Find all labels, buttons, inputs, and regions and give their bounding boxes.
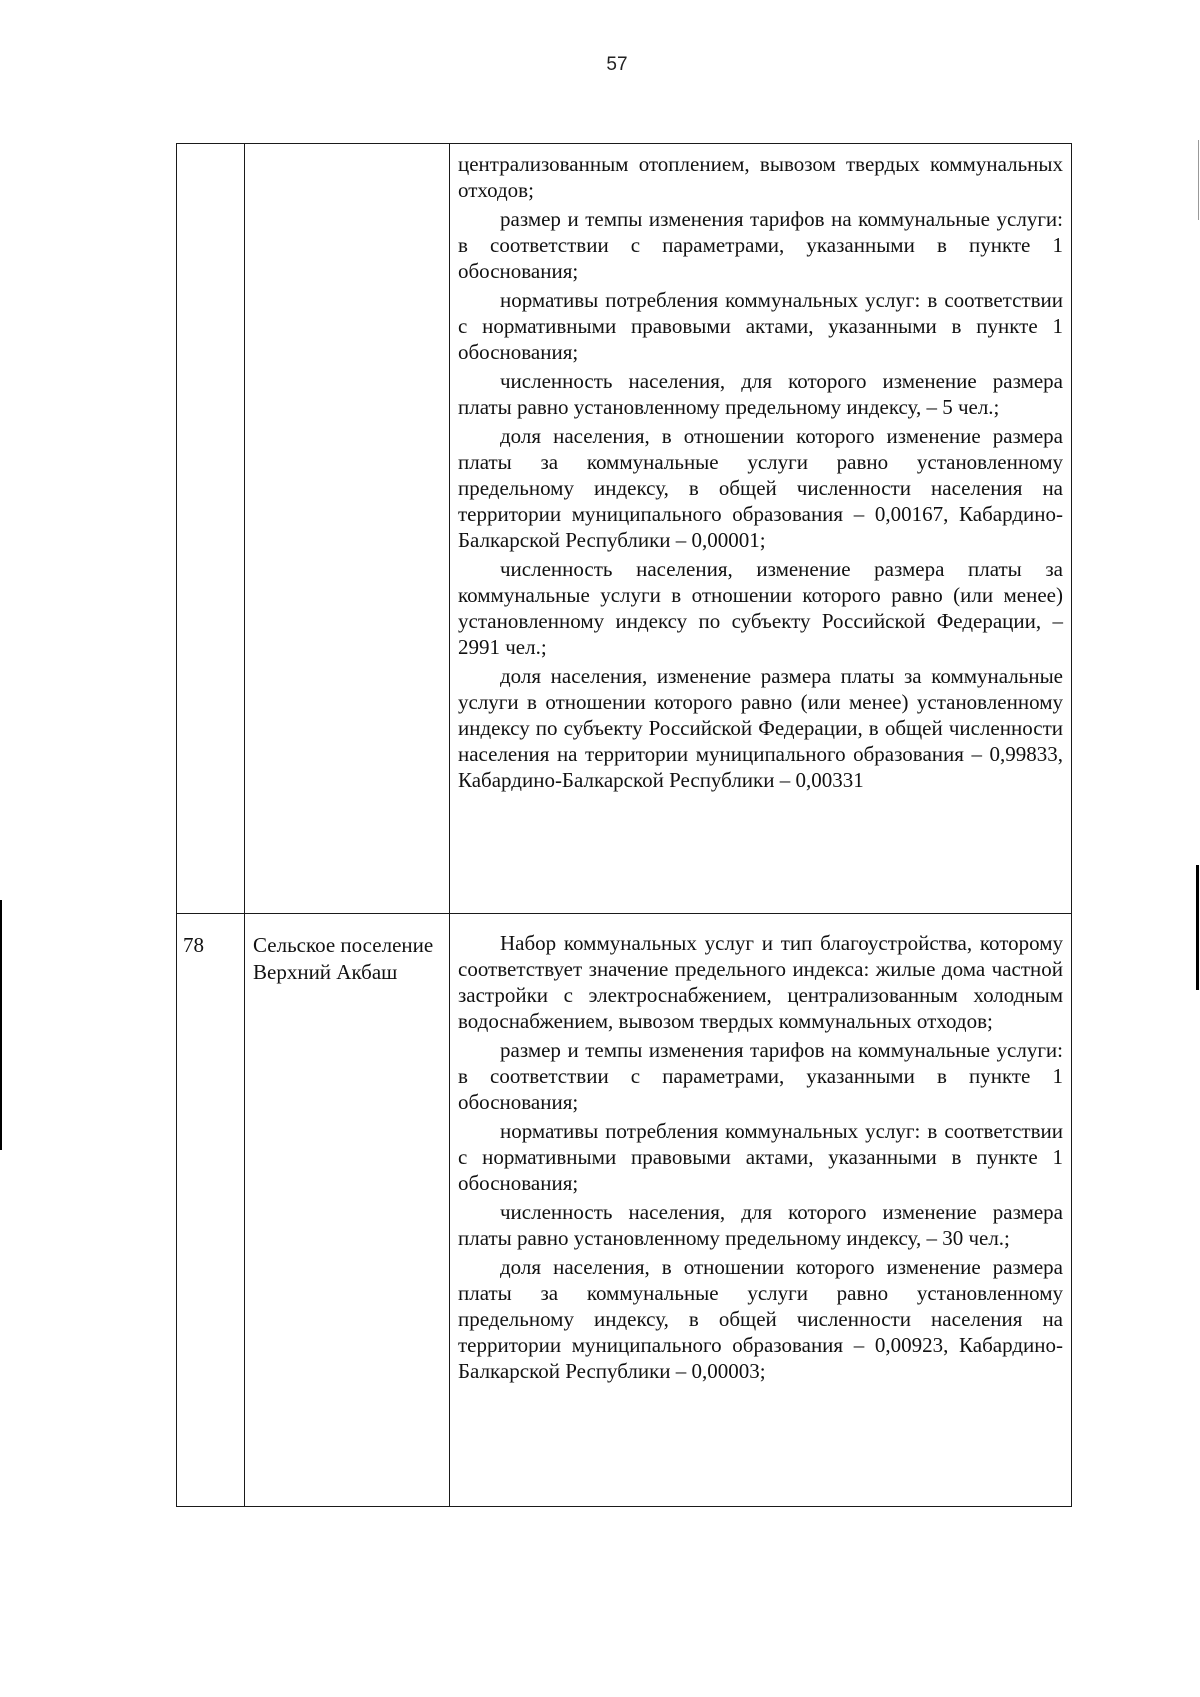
description-paragraph: численность населения, для которого изменение размера платы равно установленному предельному индексу, – 30 чел.;	[458, 1200, 1063, 1250]
page-number: 57	[606, 54, 628, 75]
description-cell	[450, 144, 1072, 914]
description-paragraph: размер и темпы изменения тарифов на коммунальные услуги: в соответствии с параметрами, указанными в пункте 1 обоснования;	[458, 1038, 1063, 1114]
table-row	[177, 914, 1072, 1507]
description-paragraph: доля населения, в отношении которого изменение размера платы за коммунальные услуги равно установленному предельному индексу, в общей численности населения на территории муниципального образования – 0,00923, Кабардино-Балкарской Республики – 0,00003;	[458, 1255, 1063, 1383]
scan-artifact-left	[0, 900, 2, 1150]
row-number-cell: 78	[177, 914, 245, 1507]
scan-artifact-right-top	[1198, 140, 1199, 220]
description-paragraph: централизованным отоплением, вывозом твердых коммунальных отходов;	[458, 152, 1063, 202]
description-cell	[450, 914, 1072, 1507]
municipality-name-cell: Сельское поселение Верхний Акбаш	[245, 914, 450, 1507]
municipality-name-cell	[245, 144, 450, 914]
description-paragraph: численность населения, изменение размера платы за коммунальные услуги в отношении которого равно (или менее) установленному индексу по субъекту Российской Федерации, – 2991 чел.;	[458, 557, 1063, 659]
description-paragraph: нормативы потребления коммунальных услуг: в соответствии с нормативными правовыми актами, указанными в пункте 1 обоснования;	[458, 1119, 1063, 1195]
description-paragraph: численность населения, для которого изменение размера платы равно установленному предельному индексу, – 5 чел.;	[458, 369, 1063, 419]
table-row	[177, 144, 1072, 914]
description-paragraph: размер и темпы изменения тарифов на коммунальные услуги: в соответствии с параметрами, указанными в пункте 1 обоснования;	[458, 207, 1063, 283]
document-table	[176, 143, 1072, 1507]
description-paragraph: доля населения, изменение размера платы за коммунальные услуги в отношении которого равно (или менее) установленному индексу по субъекту Российской Федерации, в общей численности населения на территории муниципального образования – 0,99833, Кабардино-Балкарской Республики – 0,00331	[458, 664, 1063, 792]
description-paragraph: нормативы потребления коммунальных услуг: в соответствии с нормативными правовыми актами, указанными в пункте 1 обоснования;	[458, 288, 1063, 364]
description-paragraph: Набор коммунальных услуг и тип благоустройства, которому соответствует значение предельного индекса: жилые дома частной застройки с электроснабжением, централизованным холодным водоснабжением, вывозом твердых коммунальных отходов;	[458, 931, 1063, 1033]
description-paragraph: доля населения, в отношении которого изменение размера платы за коммунальные услуги равно установленному предельному индексу, в общей численности населения на территории муниципального образования – 0,00167, Кабардино-Балкарской Республики – 0,00001;	[458, 424, 1063, 552]
scan-artifact-right	[1196, 865, 1199, 990]
row-number-cell	[177, 144, 245, 914]
